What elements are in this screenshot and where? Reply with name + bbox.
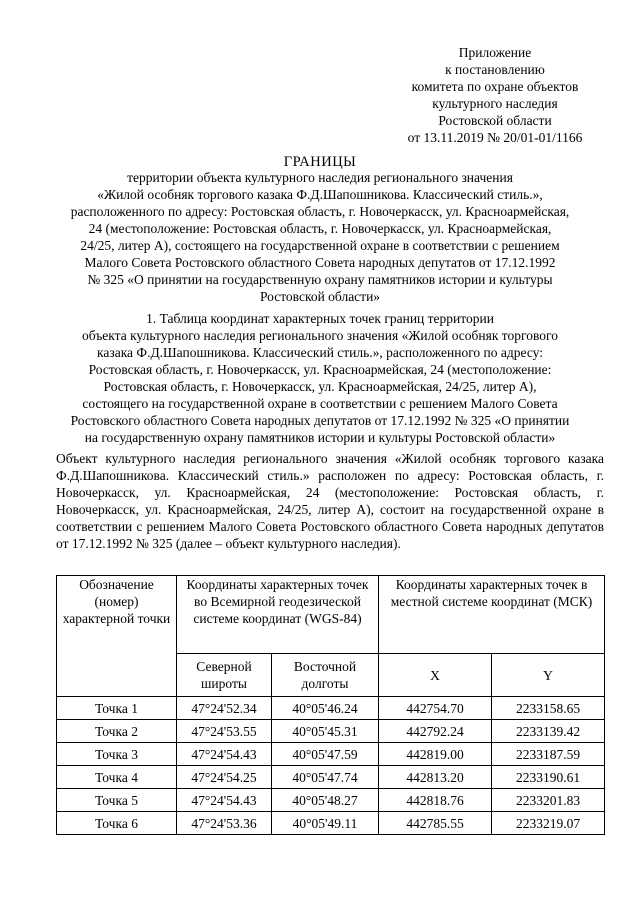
appendix-block — [380, 44, 610, 146]
cell-east: 40°05'45.31 — [272, 720, 379, 743]
appendix-line: от 13.11.2019 № 20/01-01/1166 — [407, 130, 583, 145]
cell-y: 2233158.65 — [492, 697, 605, 720]
cell-x: 442818.76 — [379, 789, 492, 812]
subtitle-line: «Жилой особняк торгового казака Ф.Д.Шапошникова. Классический стиль.», — [97, 187, 543, 202]
subtitle-line: территории объекта культурного наследия регионального значения — [127, 170, 513, 185]
cell-east: 40°05'47.74 — [272, 766, 379, 789]
subtitle-line: № 325 «О принятии на государственную охрану памятников истории и культуры — [87, 272, 553, 287]
subtitle-line: Ростовской области» — [259, 289, 381, 304]
table-row — [57, 697, 605, 720]
cell-north: 47°24'52.34 — [177, 697, 272, 720]
header-y: Y — [492, 654, 605, 697]
appendix-line: Ростовской области — [438, 113, 552, 128]
cell-y: 2233190.61 — [492, 766, 605, 789]
cell-east: 40°05'49.11 — [272, 812, 379, 835]
header-point: Обозначение (номер) характерной точки — [57, 576, 177, 697]
cell-x: 442785.55 — [379, 812, 492, 835]
table-row — [57, 766, 605, 789]
cell-x: 442813.20 — [379, 766, 492, 789]
table-header-row — [57, 576, 605, 654]
subtitle-line: Малого Совета Ростовского областного Совета народных депутатов от 17.12.1992 — [84, 255, 556, 270]
appendix-line: Приложение — [458, 45, 532, 60]
cell-x: 442754.70 — [379, 697, 492, 720]
cell-y: 2233187.59 — [492, 743, 605, 766]
cell-north: 47°24'53.55 — [177, 720, 272, 743]
cell-y: 2233201.83 — [492, 789, 605, 812]
section-title-line: объекта культурного наследия регионального значения «Жилой особняк торгового — [82, 328, 558, 343]
cell-north: 47°24'53.36 — [177, 812, 272, 835]
subtitle-line: расположенного по адресу: Ростовская область, г. Новочеркасск, ул. Красноармейская, — [70, 204, 570, 219]
cell-east: 40°05'46.24 — [272, 697, 379, 720]
subtitle-line: 24 (местоположение: Ростовская область, г. Новочеркасск, ул. Красноармейская, — [88, 221, 552, 236]
section-title-line: Ростовская область, г. Новочеркасск, ул. Красноармейская, 24/25, литер А), — [103, 379, 537, 394]
table-row — [57, 812, 605, 835]
section-title-line: Ростовского областного Совета народных депутатов от 17.12.1992 № 325 «О принятии — [70, 413, 570, 428]
section-title-line: 1. Таблица координат характерных точек границ территории — [146, 311, 494, 326]
header-x: X — [379, 654, 492, 697]
section-title — [22, 310, 618, 446]
appendix-line: культурного наследия — [432, 96, 558, 111]
section-title-line: Ростовская область, г. Новочеркасск, ул. Красноармейская, 24 (местоположение: — [88, 362, 552, 377]
section-title-line: казака Ф.Д.Шапошникова. Классический стиль.», расположенного по адресу: — [97, 345, 543, 360]
cell-north: 47°24'54.25 — [177, 766, 272, 789]
table-row — [57, 743, 605, 766]
cell-east: 40°05'47.59 — [272, 743, 379, 766]
cell-y: 2233139.42 — [492, 720, 605, 743]
document-subtitle — [22, 169, 618, 305]
cell-x: 442792.24 — [379, 720, 492, 743]
appendix-line: к постановлению — [445, 62, 545, 77]
subtitle-line: 24/25, литер А), состоящего на государственной охране в соответствии с решением — [80, 238, 560, 253]
description-text: Объект культурного наследия регионального значения «Жилой особняк торгового казака Ф.Д.Шапошникова. Классический стиль.» расположен по адресу: Ростовская область, г. Новочеркасск, ул. Красноармейская, 24 (местоположение: Ростовская область, г. Новочеркасск, ул. Красноармейская, 24/25, литер А), состоит на государственной охране в соответствии с решением Малого Совета Ростовского областного Совета народных депутатов от 17.12.1992 № 325 (далее – объект культурного наследия). — [56, 451, 604, 551]
header-msk: Координаты характерных точек в местной системе координат (МСК) — [379, 576, 605, 654]
description-paragraph — [56, 450, 604, 552]
cell-point: Точка 4 — [57, 766, 177, 789]
document-title: ГРАНИЦЫ — [283, 154, 357, 170]
table-row — [57, 720, 605, 743]
header-wgs: Координаты характерных точек во Всемирной геодезической системе координат (WGS-84) — [177, 576, 379, 654]
cell-y: 2233219.07 — [492, 812, 605, 835]
cell-point: Точка 6 — [57, 812, 177, 835]
header-north: Северной широты — [177, 654, 272, 697]
cell-point: Точка 5 — [57, 789, 177, 812]
cell-point: Точка 2 — [57, 720, 177, 743]
appendix-line: комитета по охране объектов — [411, 79, 579, 94]
cell-east: 40°05'48.27 — [272, 789, 379, 812]
coordinates-table — [56, 575, 605, 835]
header-east: Восточной долготы — [272, 654, 379, 697]
section-title-line: на государственную охрану памятников истории и культуры Ростовской области» — [84, 430, 556, 445]
table-row — [57, 789, 605, 812]
cell-point: Точка 1 — [57, 697, 177, 720]
cell-point: Точка 3 — [57, 743, 177, 766]
section-title-line: состоящего на государственной охране в соответствии с решением Малого Совета — [82, 396, 558, 411]
cell-x: 442819.00 — [379, 743, 492, 766]
cell-north: 47°24'54.43 — [177, 743, 272, 766]
cell-north: 47°24'54.43 — [177, 789, 272, 812]
